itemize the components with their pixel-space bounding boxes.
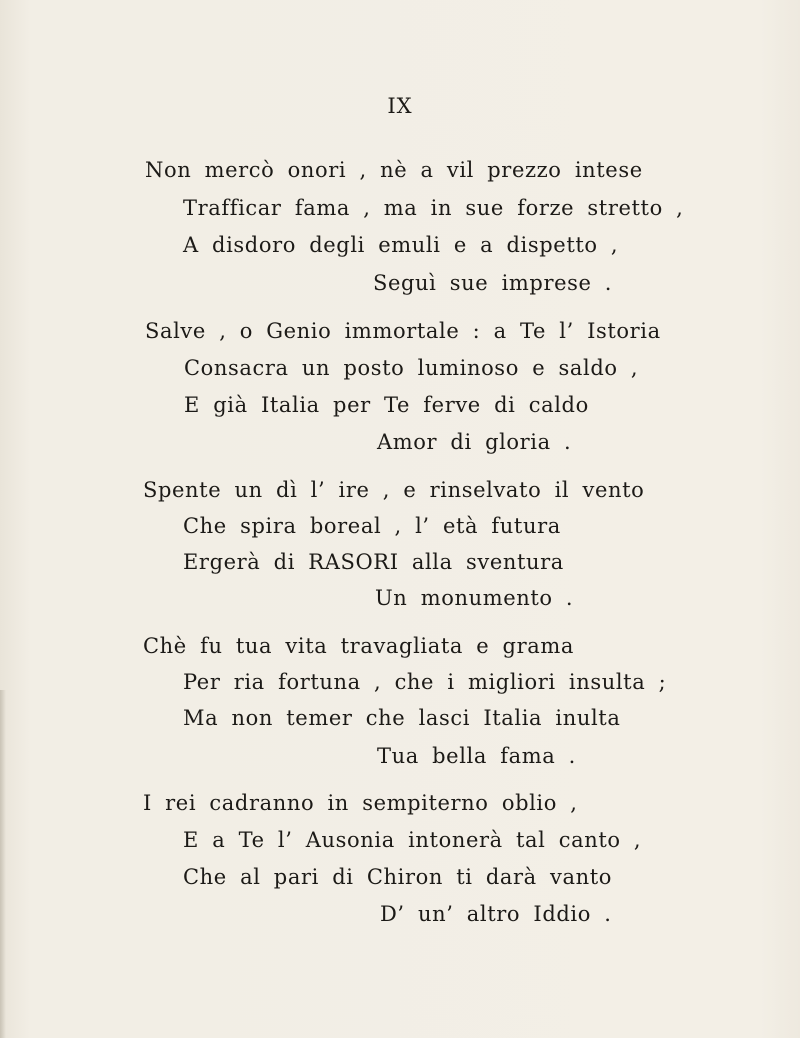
poem-line: Amor di gloria . [377,430,572,454]
poem-line: Che spira boreal , l’ età futura [183,514,561,538]
poem-line: Spente un dì l’ ire , e rinselvato il vento [143,478,645,502]
poem-line: Un monumento . [375,586,574,610]
poem-line: Chè fu tua vita travagliata e grama [143,634,574,658]
poem-line: Consacra un posto luminoso e saldo , [184,356,639,380]
poem-line: A disdoro degli emuli e a dispetto , [183,233,619,257]
page-number: IX [387,94,413,118]
poem-line: Salve , o Genio immortale : a Te l’ Istoria [145,319,661,343]
poem-line: Non mercò onori , nè a vil prezzo intese [145,158,643,182]
poem-line: Per ria fortuna , che i migliori insulta ; [183,670,667,694]
poem-line: I rei cadranno in sempiterno oblio , [143,791,578,815]
poem-line: Trafficar fama , ma in sue forze stretto , [183,196,684,220]
poem-line: Ergerà di RASORI alla sventura [183,550,564,574]
poem-line: Ma non temer che lasci Italia inulta [183,706,621,730]
page-edge-shadow [0,690,6,1038]
poem-line: Seguì sue imprese . [373,271,613,295]
poem-line: E a Te l’ Ausonia intonerà tal canto , [183,828,642,852]
poem-line: D’ un’ altro Iddio . [380,902,612,926]
poem-line: Che al pari di Chiron ti darà vanto [183,865,613,889]
poem-line: E già Italia per Te ferve di caldo [184,393,589,417]
poem-line: Tua bella fama . [377,744,576,768]
